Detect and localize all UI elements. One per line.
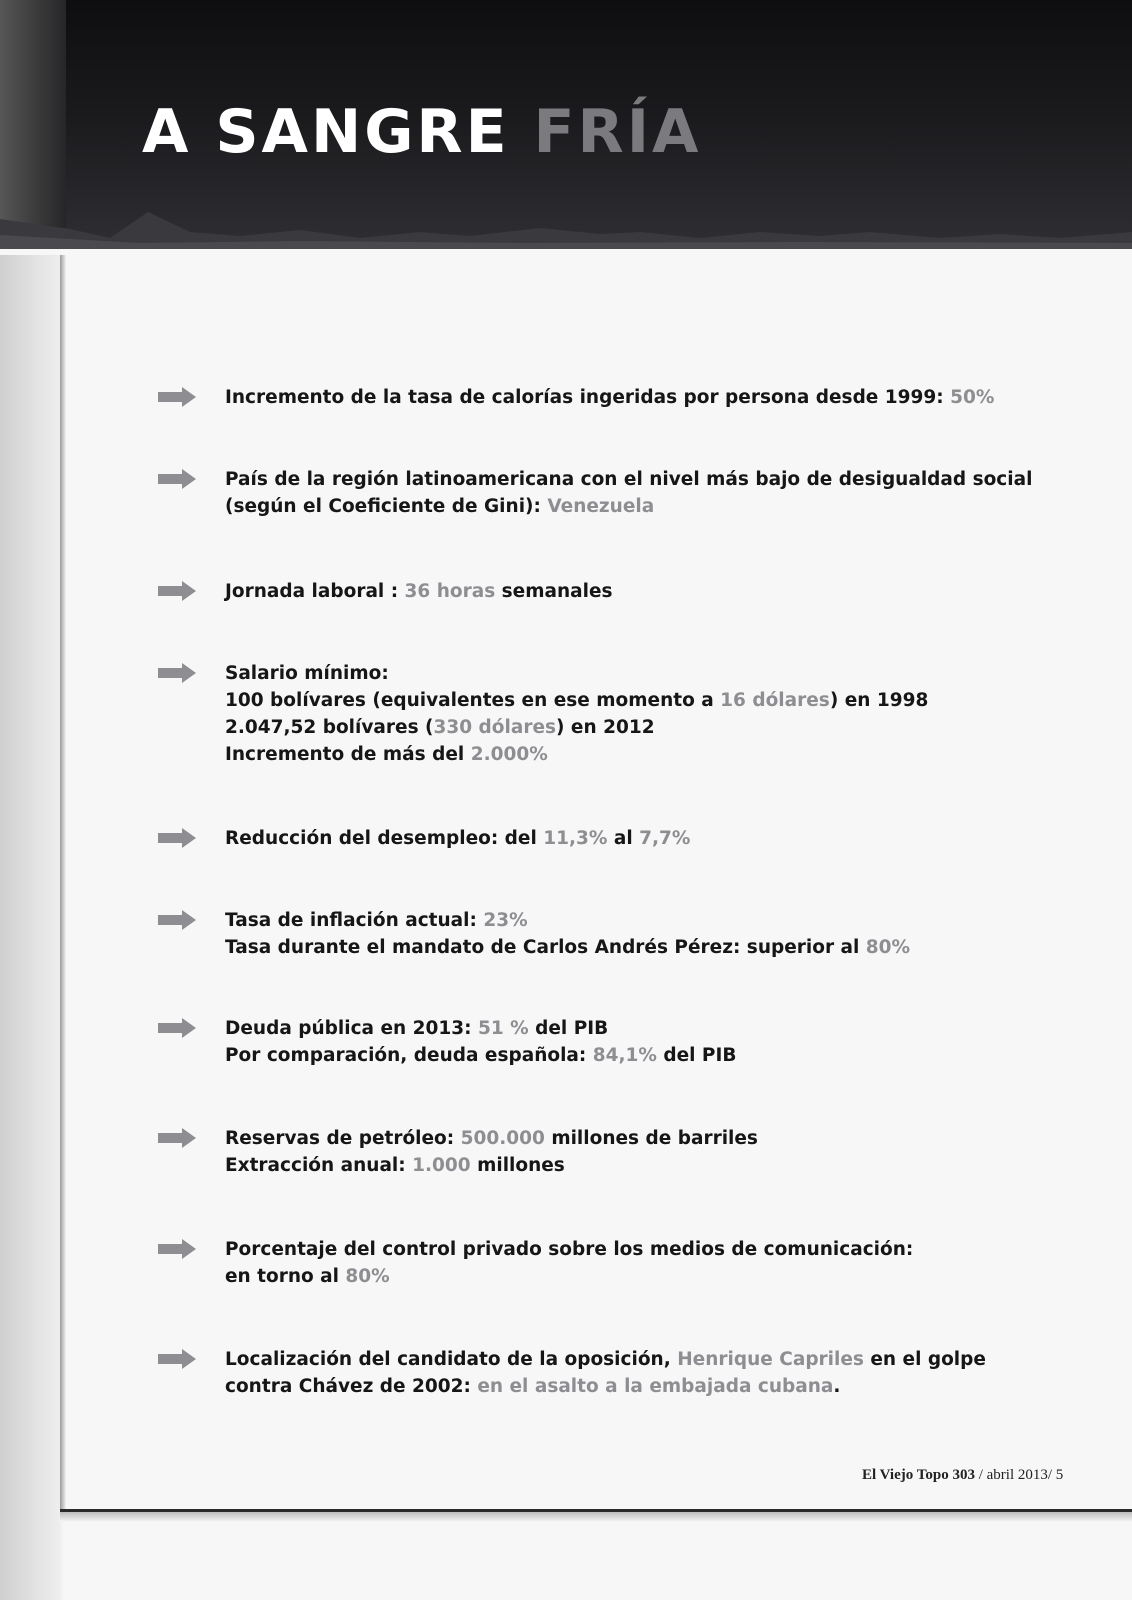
fact-label: millones	[470, 1155, 565, 1176]
highlight-value: 11,3%	[543, 828, 608, 849]
fact-line	[225, 578, 1025, 605]
footer-issue: 303	[952, 1467, 975, 1483]
fact-label: Jornada laboral :	[225, 581, 405, 602]
highlight-value: 500.000	[460, 1128, 545, 1149]
fact-label: del PIB	[528, 1018, 609, 1039]
highlight-value: 51 %	[477, 1018, 529, 1039]
arrow-right-icon	[158, 469, 196, 489]
fact-line	[225, 493, 1025, 520]
fact-label: contra Chávez de 2002:	[225, 1376, 478, 1397]
fact-text	[225, 384, 1025, 411]
highlight-value: 80%	[345, 1266, 390, 1287]
fact-label: .	[833, 1376, 841, 1397]
fact-line	[225, 1152, 1025, 1179]
fact-label: Salario mínimo:	[225, 663, 389, 684]
fact-label: País de la región latinoamericana con el nivel más bajo de desigualdad social	[225, 469, 1033, 490]
fact-label: Incremento de la tasa de calorías ingeridas por persona desde 1999:	[225, 387, 951, 408]
highlight-value: 80%	[865, 937, 911, 958]
arrow-right-icon	[158, 387, 196, 407]
fact-label: (según el Coeficiente de Gini):	[225, 496, 548, 517]
highlight-value: 330 dólares	[433, 717, 557, 738]
fact-line	[225, 466, 1033, 493]
fact-label: Por comparación, deuda española:	[225, 1045, 593, 1066]
fact-label: semanales	[495, 581, 613, 602]
highlight-value: 16 dólares	[720, 690, 830, 711]
highlight-value: 1.000	[412, 1155, 471, 1176]
fact-label: Incremento de más del	[225, 744, 471, 765]
fact-line	[225, 384, 1025, 411]
fact-text	[225, 1346, 1025, 1400]
fact-line	[225, 687, 1025, 714]
title-accent: FRÍA	[533, 97, 702, 167]
arrow-right-icon	[158, 1349, 196, 1369]
fact-line	[225, 1346, 1025, 1373]
fact-label: en torno al	[225, 1266, 346, 1287]
title-main: A SANGRE	[142, 97, 510, 167]
fact-line	[225, 907, 1025, 934]
fact-label: Reservas de petróleo:	[225, 1128, 461, 1149]
fact-line	[225, 825, 1025, 852]
highlight-value: 36 horas	[404, 581, 496, 602]
bottom-shadow	[60, 1512, 1132, 1522]
fact-label: Extracción anual:	[225, 1155, 413, 1176]
highlight-value: en el asalto a la embajada cubana	[477, 1376, 834, 1397]
highlight-value: 50%	[950, 387, 995, 408]
highlight-value: 2.000%	[470, 744, 548, 765]
fact-text	[225, 660, 1025, 768]
highlight-value: 7,7%	[639, 828, 691, 849]
arrow-right-icon	[158, 581, 196, 601]
fact-line	[225, 1263, 1025, 1290]
highlight-value: 84,1%	[592, 1045, 657, 1066]
fact-text	[225, 1125, 1025, 1179]
fact-line	[225, 1015, 1025, 1042]
fact-line	[225, 660, 1025, 687]
fact-line	[225, 1236, 1025, 1263]
fact-line	[225, 1373, 1025, 1400]
fact-text	[225, 825, 1025, 852]
fact-label: Deuda pública en 2013:	[225, 1018, 478, 1039]
fact-label: Tasa de inflación actual:	[225, 910, 484, 931]
footer-magazine: El Viejo Topo	[862, 1467, 949, 1483]
highlight-value: 23%	[483, 910, 528, 931]
arrow-right-icon	[158, 663, 196, 683]
arrow-right-icon	[158, 910, 196, 930]
fact-label: 2.047,52 bolívares (	[225, 717, 434, 738]
fact-label: Porcentaje del control privado sobre los medios de comunicación:	[225, 1239, 914, 1260]
arrow-right-icon	[158, 1018, 196, 1038]
fact-label: al	[607, 828, 640, 849]
fact-line	[225, 1042, 1025, 1069]
arrow-right-icon	[158, 1239, 196, 1259]
fact-text	[225, 466, 1033, 520]
fact-text	[225, 1015, 1025, 1069]
fact-label: millones de barriles	[544, 1128, 758, 1149]
arrow-right-icon	[158, 1128, 196, 1148]
footer-date-page: / abril 2013/ 5	[974, 1467, 1064, 1483]
page-footer	[862, 1467, 1063, 1484]
fact-line	[225, 714, 1025, 741]
fact-label: ) en 1998	[829, 690, 929, 711]
fact-label: Reducción del desempleo: del	[225, 828, 544, 849]
fact-text	[225, 907, 1025, 961]
fact-label: Localización del candidato de la oposición,	[225, 1349, 678, 1370]
fact-label: Tasa durante el mandato de Carlos Andrés Pérez: superior al	[225, 937, 866, 958]
fact-label: ) en 2012	[556, 717, 655, 738]
fact-line	[225, 1125, 1025, 1152]
arrow-right-icon	[158, 828, 196, 848]
fact-line	[225, 741, 1025, 768]
fact-label: 100 bolívares (equivalentes en ese momento a	[225, 690, 721, 711]
fact-label: en el golpe	[863, 1349, 986, 1370]
fact-text	[225, 578, 1025, 605]
fact-label: del PIB	[656, 1045, 737, 1066]
highlight-value: Venezuela	[547, 496, 655, 517]
fact-text	[225, 1236, 1025, 1290]
highlight-value: Henrique Capriles	[677, 1349, 864, 1370]
fact-line	[225, 934, 1025, 961]
